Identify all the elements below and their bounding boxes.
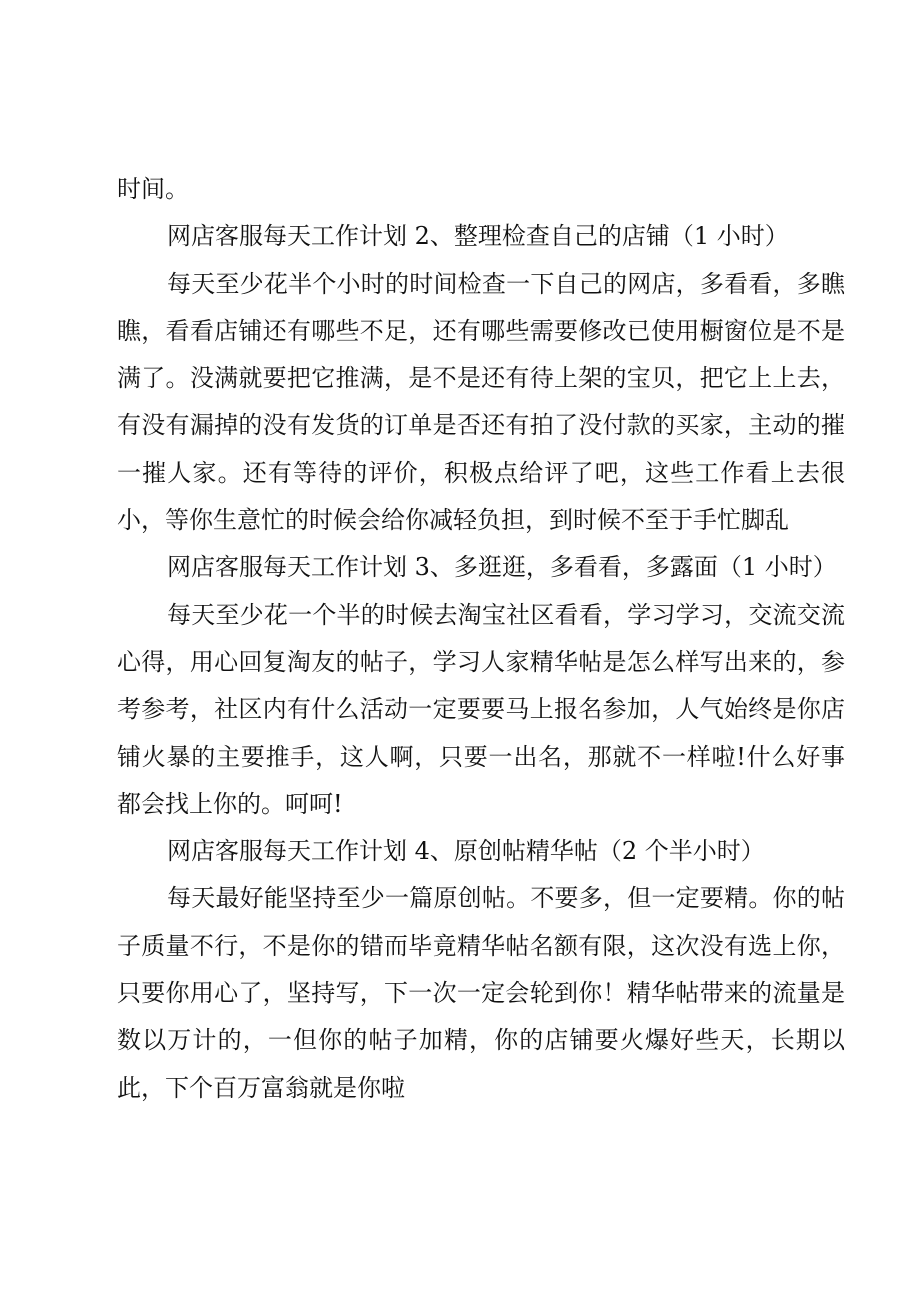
paragraph-section-4: 每天最好能坚持至少一篇原创帖。不要多，但一定要精。你的帖子质量不行，不是你的错而毕竟精华帖名额有限，这次没有选上你，只要你用心了，坚持写，下一次一定会轮到你！精华帖带来的流量是数以万计的，一但你的帖子加精，你的店铺要火爆好些天，长期以此，下个百万富翁就是你啦 bbox=[117, 884, 845, 1102]
document-body bbox=[117, 166, 845, 1112]
paragraph-section-2: 每天至少花半个小时的时间检查一下自己的网店，多看看，多瞧瞧，看看店铺还有哪些不足，还有哪些需要修改已使用橱窗位是不是满了。没满就要把它推满，是不是还有待上架的宝贝，把它上上去，有没有漏掉的没有发货的订单是否还有拍了没付款的买家，主动的摧一摧人家。还有等待的评价，积极点给评了吧，这些工作看上去很小，等你生意忙的时候会给你减轻负担，到时候不至于手忙脚乱 bbox=[117, 269, 845, 535]
section-heading-2: 网店客服每天工作计划 2、整理检查自己的店铺（1 小时） bbox=[167, 222, 789, 251]
paragraph-continuation: 时间。 bbox=[117, 175, 189, 203]
section-heading-4: 网店客服每天工作计划 4、原创帖精华帖（2 个半小时） bbox=[167, 837, 765, 866]
paragraph-section-3: 每天至少花一个半的时候去淘宝社区看看，学习学习，交流交流心得，用心回复淘友的帖子，学习人家精华帖是怎么样写出来的，参考参考，社区内有什么活动一定要要马上报名参加，人气始终是你店铺火暴的主要推手，这人啊，只要一出名，那就不一样啦!什么好事都会找上你的。呵呵! bbox=[117, 600, 845, 818]
section-heading-3: 网店客服每天工作计划 3、多逛逛，多看看，多露面（1 小时） bbox=[167, 553, 837, 582]
